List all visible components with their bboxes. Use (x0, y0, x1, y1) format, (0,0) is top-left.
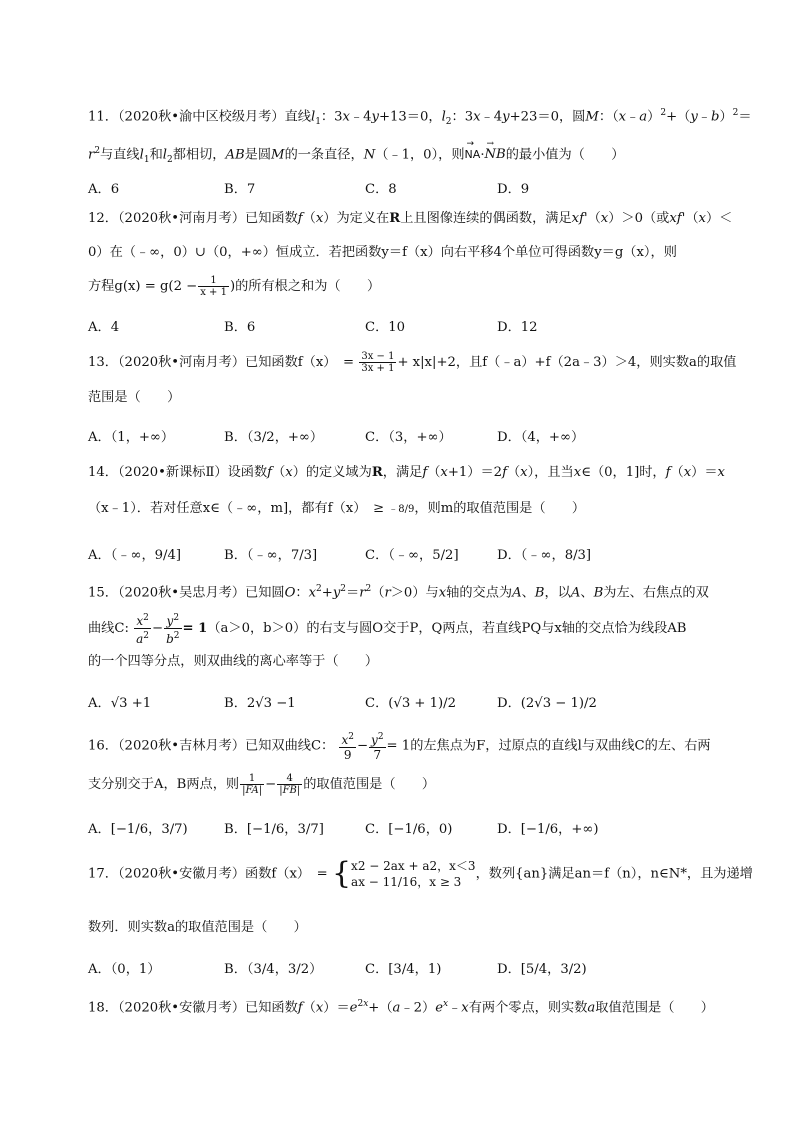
option-c[interactable]: C．(√3 + 1)/2 (365, 696, 457, 711)
option-a[interactable]: A．[−1/6，3/7) (88, 822, 188, 837)
question-14-options (88, 544, 728, 568)
question-13-line-2: 范围是（ ） (88, 390, 181, 405)
question-15-line-1: 15．（2020秋•吴忠月考）已知圆O：$x^2+y^2=r^2(r>0)$与x轴的交点为A、B，以A、B为左、右焦点的双 (88, 584, 709, 601)
option-c[interactable]: C．[−1/6，0) (365, 822, 453, 837)
option-d[interactable]: D．9 (497, 182, 530, 197)
option-c[interactable]: C．（3，+∞） (365, 430, 452, 445)
option-b[interactable]: B．[−1/6，3/7] (224, 822, 324, 837)
option-b[interactable]: B．7 (224, 182, 256, 197)
option-a[interactable]: A．6 (88, 182, 120, 197)
question-12-line-3: 方程g(x) = g(2 − $\frac{1}{x + 1}$ )的所有根之和为（ ） (88, 275, 381, 298)
question-13-line-1: 13．（2020秋•河南月考）已知函数f（x） = $\frac{3x - 1}{3x + 1}$ + x|x|+2，且f（﹣a）+f（2a﹣3）＞4，则实数a的取值 (88, 351, 737, 374)
option-a[interactable]: A．√3 +1 (88, 696, 152, 711)
question-12-line-1: 12．（2020秋•河南月考）已知函数f（x）为定义在R上且图像连续的偶函数，满足xf'（x）＞0（或xf'（x）＜ (88, 211, 733, 226)
option-a[interactable]: A．（1，+∞） (88, 430, 175, 445)
question-16-line-2: 支分别交于A，B两点，则 $\frac{1}{|FA|}$ − $\frac{4}{|FB|}$ 的取值范围是（ ） (88, 773, 436, 796)
question-16-options (88, 818, 728, 842)
option-c[interactable]: C．10 (365, 320, 406, 335)
option-b[interactable]: B．6 (224, 320, 256, 335)
option-a[interactable]: A．4 (88, 320, 120, 335)
option-b[interactable]: B．（3/4，3/2） (224, 962, 323, 977)
option-d[interactable]: D．(2√3 − 1)/2 (497, 696, 597, 711)
question-18-line-1: 18．（2020秋•安徽月考）已知函数$f(x)=e^{2x}+(a﹣2)e^x﹣x$有两个零点，则实数a取值范围是（ ） (88, 999, 714, 1016)
option-c[interactable]: C．[3/4，1) (365, 962, 442, 977)
question-16-line-1: 16．（2020秋•吉林月考）已知双曲线C： $\frac{x^2}{9}$ − $\frac{y^2}{7}$ = 1的左焦点为F，过原点的直线l与双曲线C的左、右两 (88, 732, 711, 762)
option-d[interactable]: D．[−1/6，+∞) (497, 822, 599, 837)
option-d[interactable]: D．（4，+∞） (497, 430, 585, 445)
question-15-line-2: 曲线C: $\frac{x^2}{a^2}$ − $\frac{y^2}{b^2}$ = 1（a＞0，b＞0）的右支与圆O交于P，Q两点，若直线PQ与x轴的交点恰为线段AB (88, 613, 687, 646)
question-14-line-1: 14．（2020•新课标Ⅱ）设函数f（x）的定义域为R，满足f（x+1）＝2f（x），且当x∈（0，1]时，f（x）＝x (88, 465, 725, 480)
question-11-line-2: $r^2$与直线$l_1$和$l_2$都相切，AB是圆M的一条直径，N（﹣1，0），则→ NA·→ NB的最小值为（ ） (88, 141, 728, 170)
option-c[interactable]: C．8 (365, 182, 397, 197)
option-c[interactable]: C．（﹣∞，5/2] (365, 548, 459, 563)
option-d[interactable]: D．（﹣∞，8/3] (497, 548, 592, 563)
option-b[interactable]: B．2√3 −1 (224, 696, 296, 711)
question-17-line-1: 17．（2020秋•安徽月考）函数f（x） = { x2 − 2ax + a2，x＜3 ax − 11/16，x ≥ 3 ，数列{an}满足an＝f（n），n∈N*，且为递增 (88, 856, 753, 891)
question-15-options (88, 692, 728, 716)
option-a[interactable]: A．（0，1） (88, 962, 161, 977)
option-b[interactable]: B．（3/2，+∞） (224, 430, 324, 445)
question-12-line-2: 0）在（﹣∞，0）∪（0，+∞）恒成立．若把函数y＝f（x）向右平移4个单位可得函数y＝g（x），则 (88, 245, 677, 260)
question-11-line-1: 11．（2020秋•渝中区校级月考）直线$l_1$：3x﹣4y+13＝0，$l_2$：3x﹣4y+23＝0，圆M：（x﹣a）$^2$+（y﹣b）$^2$＝ (88, 108, 752, 128)
question-13-options (88, 426, 728, 450)
option-a[interactable]: A．（﹣∞，9/4] (88, 548, 182, 563)
question-14-line-2: （x﹣1）．若对任意x∈（﹣∞，m]，都有f（x） ≥ ﹣8/9，则m的取值范围是（ ） (88, 501, 586, 516)
question-17-line-2: 数列．则实数a的取值范围是（ ） (88, 920, 307, 935)
option-d[interactable]: D．12 (497, 320, 538, 335)
question-12-options (88, 316, 728, 340)
option-b[interactable]: B．（﹣∞，7/3] (224, 548, 318, 563)
option-d[interactable]: D．[5/4，3/2) (497, 962, 587, 977)
question-17-options (88, 958, 728, 982)
question-11-options (88, 178, 728, 202)
question-15-line-3: 的一个四等分点，则双曲线的离心率等于（ ） (88, 654, 379, 669)
